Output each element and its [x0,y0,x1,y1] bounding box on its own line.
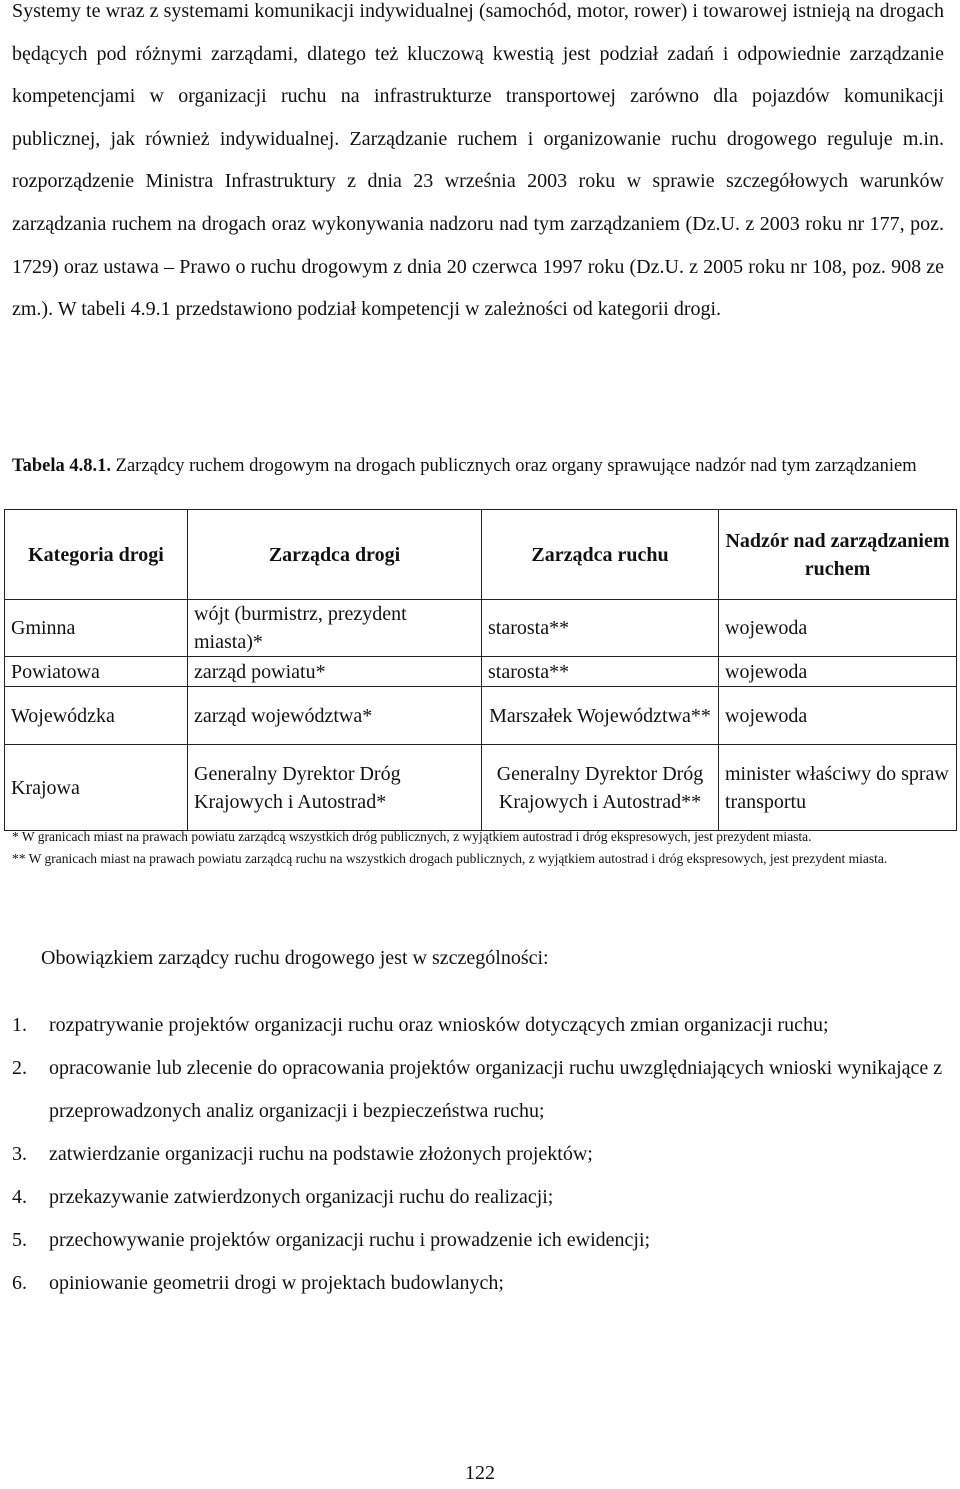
list-item-text: rozpatrywanie projektów organizacji ruchu oraz wniosków dotyczących zmian organizacji ruchu; [49,1014,829,1036]
list-item [0,1219,944,1262]
list-item-number: 3. [12,1143,27,1165]
list-item [0,1047,944,1133]
cell-supervision: wojewoda [719,600,957,657]
list-item [0,1004,944,1047]
table-row [5,600,957,657]
body-paragraph: Systemy te wraz z systemami komunikacji indywidualnej (samochód, motor, rower) i towarowej istnieją na drogach będących pod różnymi zarządami, dlatego też kluczową kwestią jest podział zadań i odpowiednie zarządzanie kompetencjami w organizacji ruchu na infrastrukturze transportowej zarówno dla pojazdów komunikacji publicznej, jak również indywidualnej. Zarządzanie ruchem i organizowanie ruchu drogowego reguluje m.in. rozporządzenie Ministra Infrastruktury z dnia 23 września 2003 roku w sprawie szczegółowych warunków zarządzania ruchem na drogach oraz wykonywania nadzoru nad tym zarządzaniem (Dz.U. z 2003 roku nr 177, poz. 1729) oraz ustawa – Prawo o ruchu drogowym z dnia 20 czerwca 1997 roku (Dz.U. z 2005 roku nr 108, poz. 908 ze zm.). W tabeli 4.9.1 przedstawiono podział kompetencji w zależności od kategorii drogi. [12,0,944,321]
table-caption-text: Zarządcy ruchem drogowym na drogach publicznych oraz organy sprawujące nadzór nad tym zarządzaniem [111,456,917,476]
list-item-number: 1. [12,1014,27,1036]
list-item [0,1176,944,1219]
cell-category: Krajowa [5,745,188,831]
list-item-text: przechowywanie projektów organizacji ruchu i prowadzenie ich ewidencji; [49,1229,651,1251]
list-intro: Obowiązkiem zarządcy ruchu drogowego jest w szczególności: [41,947,549,969]
cell-category: Powiatowa [5,657,188,687]
cell-traffic-manager: starosta** [482,600,719,657]
cell-category: Wojewódzka [5,687,188,745]
competence-table [4,509,957,831]
cell-supervision: minister właściwy do spraw transportu [719,745,957,831]
table-header-row [5,510,957,600]
cell-category: Gminna [5,600,188,657]
list-item-number: 2. [12,1057,27,1079]
header-kategoria: Kategoria drogi [5,510,188,600]
list-item-text: przekazywanie zatwierdzonych organizacji ruchu do realizacji; [49,1186,554,1208]
list-item-number: 4. [12,1186,27,1208]
cell-traffic-manager: Marszałek Województwa** [482,687,719,745]
list-item [0,1262,944,1305]
table-caption [12,452,947,480]
list-item-text: opracowanie lub zlecenie do opracowania projektów organizacji ruchu uwzględniających wnioski wynikające z przeprowadzonych analiz organizacji i bezpieczeństwa ruchu; [49,1057,943,1122]
duties-list [0,1004,944,1305]
footnote: * W granicach miast na prawach powiatu zarządcą wszystkich dróg publicznych, z wyjątkiem autostrad i dróg ekspresowych, jest prezydent miasta. [12,829,812,844]
list-item-number: 6. [12,1272,27,1294]
table-row [5,745,957,831]
cell-road-manager: zarząd województwa* [188,687,482,745]
header-zarzadca-ruchu: Zarządca ruchu [482,510,719,600]
cell-traffic-manager: Generalny Dyrektor Dróg Krajowych i Autostrad** [482,745,719,831]
list-item [0,1133,944,1176]
table-row [5,657,957,687]
cell-supervision: wojewoda [719,687,957,745]
cell-road-manager: wójt (burmistrz, prezydent miasta)* [188,600,482,657]
table-caption-label: Tabela 4.8.1. [12,456,112,476]
table-row [5,687,957,745]
header-zarzadca-drogi: Zarządca drogi [188,510,482,600]
cell-traffic-manager: starosta** [482,657,719,687]
cell-supervision: wojewoda [719,657,957,687]
list-item-text: opiniowanie geometrii drogi w projektach budowlanych; [49,1272,504,1294]
cell-road-manager: Generalny Dyrektor Dróg Krajowych i Autostrad* [188,745,482,831]
list-item-text: zatwierdzanie organizacji ruchu na podstawie złożonych projektów; [49,1143,593,1165]
cell-road-manager: zarząd powiatu* [188,657,482,687]
header-nadzor: Nadzór nad zarządzaniem ruchem [719,510,957,600]
table-footnotes [12,826,947,869]
footnote: ** W granicach miast na prawach powiatu zarządcą ruchu na wszystkich drogach publicznych, z wyjątkiem autostrad i dróg ekspresowych, jest prezydent miasta. [12,850,888,866]
list-item-number: 5. [12,1229,27,1251]
page-number: 122 [465,1462,495,1484]
